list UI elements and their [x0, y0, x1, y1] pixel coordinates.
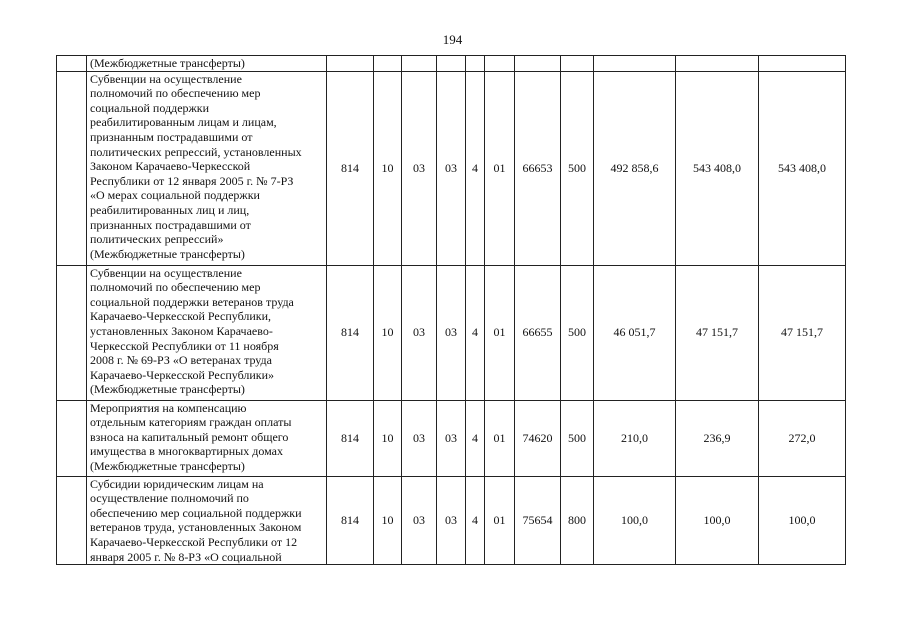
table-row [57, 71, 846, 265]
code-section [374, 56, 402, 72]
code-ministry: 814 [327, 476, 374, 565]
amount-year-2: 47 151,7 [676, 265, 759, 400]
code-main-event: 01 [485, 265, 515, 400]
code-main-event [485, 56, 515, 72]
code-main-event: 01 [485, 476, 515, 565]
code-ministry [327, 56, 374, 72]
budget-table [56, 55, 846, 565]
amount-year-2: 100,0 [676, 476, 759, 565]
code-subsection: 03 [402, 476, 437, 565]
table-row [57, 56, 846, 72]
table-row [57, 265, 846, 400]
code-subprogram: 4 [466, 71, 485, 265]
code-expense-type: 500 [561, 71, 594, 265]
amount-year-3: 272,0 [759, 400, 846, 476]
code-expense-type: 500 [561, 265, 594, 400]
row-index-cell [57, 265, 87, 400]
code-subsection: 03 [402, 265, 437, 400]
code-section: 10 [374, 265, 402, 400]
table-row [57, 476, 846, 565]
row-description: Субвенции на осуществление полномочий по обеспечению мер социальной поддержки ветеранов труда Карачаево-Черкесской Республики, установленных Законом Карачаево- Черкесской Республики от 11 ноября 2008 г. № 69-РЗ «О ветеранах труда Карачаево-Черкесской Республики» (Межбюджетные трансферты) [87, 265, 327, 400]
code-program: 03 [437, 265, 466, 400]
row-index-cell [57, 476, 87, 565]
amount-year-1: 46 051,7 [594, 265, 676, 400]
amount-year-3: 100,0 [759, 476, 846, 565]
code-ministry: 814 [327, 265, 374, 400]
code-expense-type [561, 56, 594, 72]
amount-year-3: 543 408,0 [759, 71, 846, 265]
code-direction [515, 56, 561, 72]
code-ministry: 814 [327, 400, 374, 476]
code-main-event: 01 [485, 400, 515, 476]
row-index-cell [57, 56, 87, 72]
code-section: 10 [374, 71, 402, 265]
page-number: 194 [442, 32, 463, 47]
row-description: (Межбюджетные трансферты) [87, 56, 327, 72]
code-direction: 66653 [515, 71, 561, 265]
amount-year-1 [594, 56, 676, 72]
amount-year-2: 236,9 [676, 400, 759, 476]
code-section: 10 [374, 400, 402, 476]
code-program: 03 [437, 71, 466, 265]
code-expense-type: 500 [561, 400, 594, 476]
row-description: Субвенции на осуществление полномочий по обеспечению мер социальной поддержки реабилитированным лицам и лицам, признанным пострадавшими от политических репрессий, установленных Законом Карачаево-Черкесской Республики от 12 января 2005 г. № 7-РЗ «О мерах социальной поддержки реабилитированных лиц и лиц, признанных пострадавшими от политических репрессий» (Межбюджетные трансферты) [87, 71, 327, 265]
code-subsection [402, 56, 437, 72]
code-direction: 75654 [515, 476, 561, 565]
code-subprogram: 4 [466, 265, 485, 400]
amount-year-2: 543 408,0 [676, 71, 759, 265]
code-section: 10 [374, 476, 402, 565]
code-program: 03 [437, 476, 466, 565]
code-subprogram [466, 56, 485, 72]
code-subsection: 03 [402, 71, 437, 265]
amount-year-1: 210,0 [594, 400, 676, 476]
code-subprogram: 4 [466, 476, 485, 565]
amount-year-2 [676, 56, 759, 72]
code-program: 03 [437, 400, 466, 476]
code-program [437, 56, 466, 72]
table-row [57, 400, 846, 476]
code-main-event: 01 [485, 71, 515, 265]
amount-year-1: 492 858,6 [594, 71, 676, 265]
row-description: Мероприятия на компенсацию отдельным категориям граждан оплаты взноса на капитальный ремонт общего имущества в многоквартирных домах (Межбюджетные трансферты) [87, 400, 327, 476]
code-ministry: 814 [327, 71, 374, 265]
code-subsection: 03 [402, 400, 437, 476]
code-direction: 74620 [515, 400, 561, 476]
row-index-cell [57, 400, 87, 476]
amount-year-3: 47 151,7 [759, 265, 846, 400]
row-index-cell [57, 71, 87, 265]
amount-year-3 [759, 56, 846, 72]
code-subprogram: 4 [466, 400, 485, 476]
amount-year-1: 100,0 [594, 476, 676, 565]
row-description: Субсидии юридическим лицам на осуществление полномочий по обеспечению мер социальной поддержки ветеранов труда, установленных Законом Карачаево-Черкесской Республики от 12 января 2005 г. № 8-РЗ «О социальной [87, 476, 327, 565]
code-direction: 66655 [515, 265, 561, 400]
code-expense-type: 800 [561, 476, 594, 565]
